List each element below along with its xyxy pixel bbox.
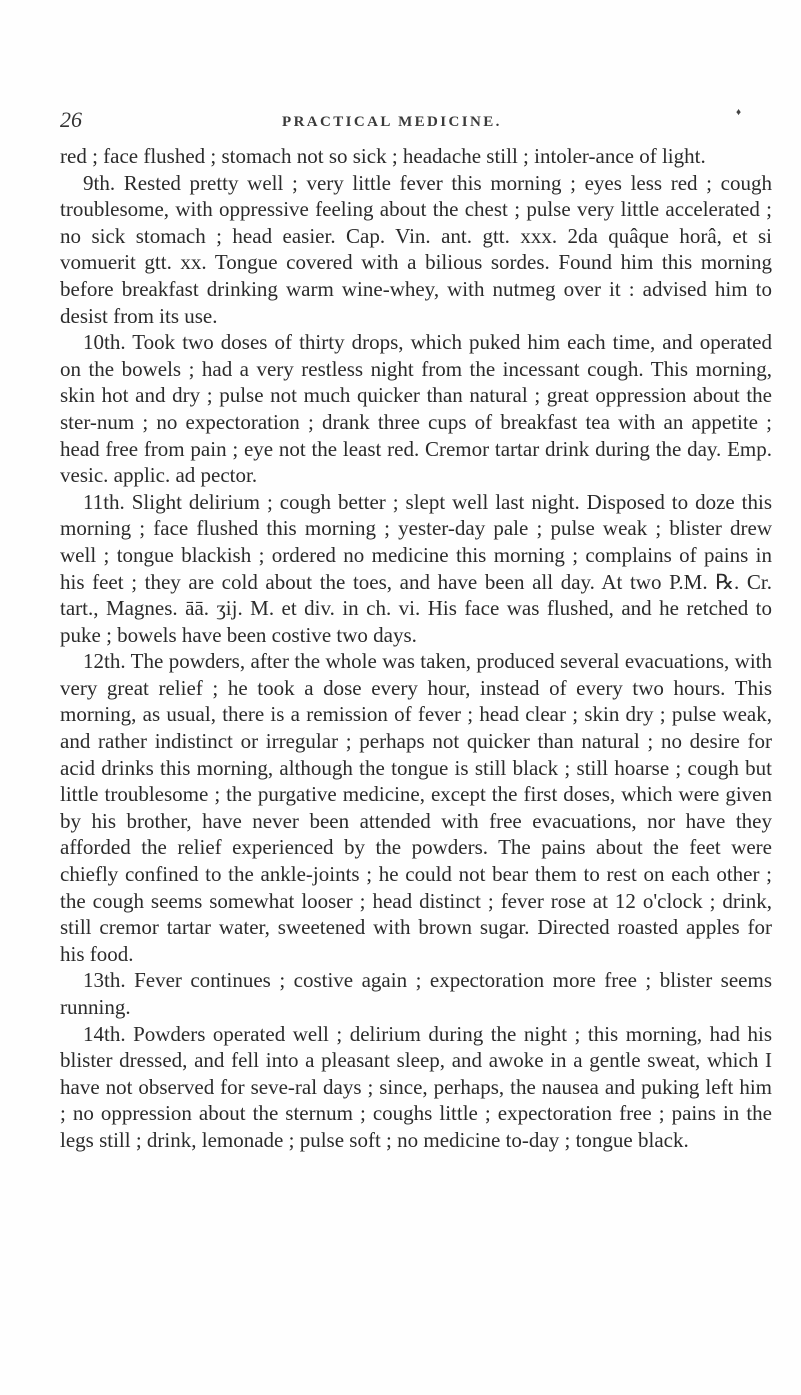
paragraph-12th: 12th. The powders, after the whole was taken, produced several evacuations, with very great relief ; he took a dose every hour, instead of every two hours. This morning, as usual, there is a remission of fever ; head clear ; skin dry ; pulse weak, and rather indistinct or irregular ; perhaps not quicker than natural ; no desire for acid drinks this morning, although the tongue is still black ; still hoarse ; cough but little troublesome ; the purgative medicine, except the first doses, which were given by his brother, have never been attended with free evacuations, nor have they afforded the relief experienced by the powders. The pains about the feet were chiefly confined to the ankle-joints ; he could not bear them to rest on each other ; the cough seems somewhat looser ; head distinct ; fever rose at 12 o'clock ; drink, still cremor tartar water, sweetened with brown sugar. Directed roasted apples for his food. xyxy=(60,649,772,966)
paragraph-11th: 11th. Slight delirium ; cough better ; slept well last night. Disposed to doze this morning ; face flushed this morning ; yester-day pale ; pulse weak ; blister drew well ; tongue blackish ; ordered no medicine this morning ; complains of pains in his feet ; they are cold about the toes, and have been all day. At two P.M. ℞. Cr. tart., Magnes. āā. ʒij. M. et div. in ch. vi. His face was flushed, and he retched to puke ; bowels have been costive two days. xyxy=(60,489,772,647)
paragraph-14th: 14th. Powders operated well ; delirium during the night ; this morning, had his blister dressed, and fell into a pleasant sleep, and awoke in a gentle sweat, which I have not observed for seve-ral days ; since, perhaps, the nausea and puking left him ; no oppression about the sternum ; coughs little ; expectoration free ; pains in the legs still ; drink, lemonade ; pulse soft ; no medicine to-day ; tongue black. xyxy=(60,1021,772,1152)
body-text xyxy=(60,143,772,1154)
page-number: 26 xyxy=(60,107,82,132)
running-head xyxy=(60,107,760,137)
running-title: PRACTICAL MEDICINE. xyxy=(282,114,502,130)
paragraph-13th: 13th. Fever continues ; costive again ; expectoration more free ; blister seems running. xyxy=(60,968,772,1019)
printer-mark: ♦ xyxy=(736,107,742,118)
paragraph-continuation: red ; face flushed ; stomach not so sick ; headache still ; intoler-ance of light. xyxy=(60,144,706,168)
paragraph-9th: 9th. Rested pretty well ; very little fever this morning ; eyes less red ; cough troublesome, with oppressive feeling about the chest ; pulse very little accelerated ; no sick stomach ; head easier. Cap. Vin. ant. gtt. xxx. 2da quâque horâ, et si vomuerit gtt. xx. Tongue covered with a bilious sordes. Found him this morning before breakfast drinking warm wine-whey, with nutmeg over it : advised him to desist from its use. xyxy=(60,170,772,328)
paragraph-10th: 10th. Took two doses of thirty drops, which puked him each time, and operated on the bowels ; had a very restless night from the incessant cough. This morning, skin hot and dry ; pulse not much quicker than natural ; great oppression about the ster-num ; no expectoration ; drank three cups of breakfast tea with an appetite ; head free from pain ; eye not the least red. Cremor tartar drink during the day. Emp. vesic. applic. ad pector. xyxy=(60,330,772,488)
